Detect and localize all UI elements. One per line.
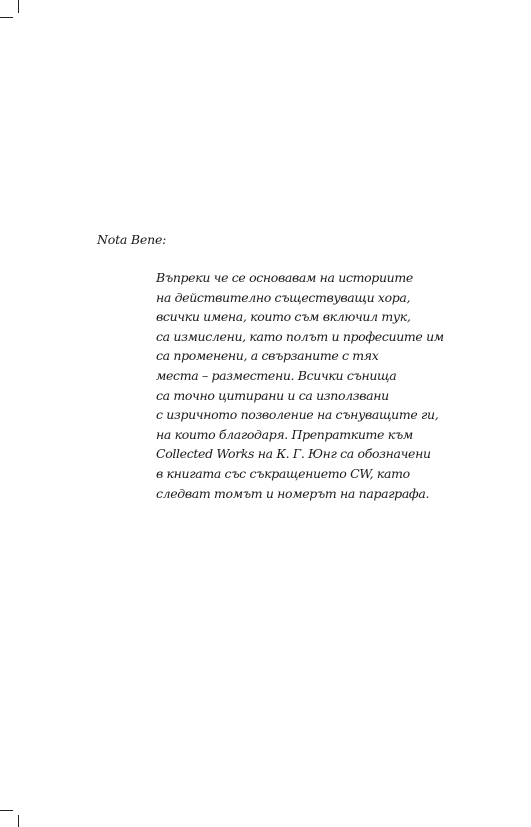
note-body bbox=[156, 268, 456, 503]
note-line: са точно цитирани и са използвани bbox=[156, 387, 389, 403]
note-line: Въпреки че се основавам на историите bbox=[156, 270, 413, 285]
note-line: следват томът и номерът на параграфа. bbox=[156, 485, 430, 501]
crop-mark-top-left-horizontal bbox=[0, 17, 13, 18]
note-line: Collected Works на К. Г. Юнг са обозначени bbox=[156, 446, 431, 462]
crop-mark-bottom-left-vertical bbox=[18, 815, 19, 827]
note-line: са променени, а свързаните с тях bbox=[156, 348, 379, 364]
note-line: с изричното позволение на сънуващите ги, bbox=[156, 407, 439, 423]
note-heading: Nota Bene: bbox=[97, 232, 167, 247]
note-line: са измислени, като полът и професиите им bbox=[156, 328, 444, 344]
crop-mark-top-left-vertical bbox=[18, 0, 19, 13]
note-line: на действително съществуващи хора, bbox=[156, 289, 411, 305]
note-line: всички имена, които съм включил тук, bbox=[156, 309, 411, 325]
note-line: в книгата със съкращението CW, като bbox=[156, 465, 410, 481]
note-line: на които благодаря. Препратките към bbox=[156, 426, 413, 442]
crop-mark-bottom-left-horizontal bbox=[0, 810, 13, 811]
note-line: места – разместени. Всички сънища bbox=[156, 367, 397, 383]
